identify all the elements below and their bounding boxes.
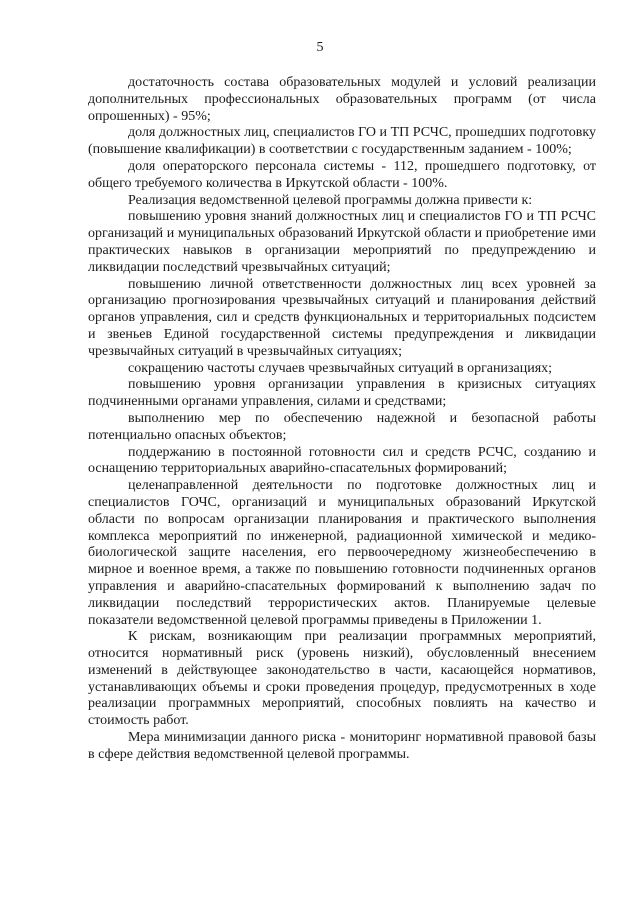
paragraph-personal-responsibility: повышению личной ответственности должностных лиц всех уровней за организацию прогнозирования чрезвычайных ситуаций и планирования действий органов управления, сил и средств функциональных и территориальных подсистем и звеньев Единой государственной системы предупреждения и ликвидации чрезвычайных ситуаций в чрезвычайных ситуациях; [88,276,596,359]
paragraph-modules-sufficiency: достаточность состава образовательных модулей и условий реализации дополнительных профессиональных образовательных программ (от числа опрошенных) - 95%; [88,75,596,124]
paragraph-risks: К рискам, возникающим при реализации программных мероприятий, относится нормативный риск (уровень низкий), обусловленный внесением изменений в действующее законодательство в части, касающейся нормативов, устанавливающих объемы и сроки проведения процедур, предусмотренных в ходе реализации программных мероприятий, способных повлиять на качество и стоимость работ. [88,629,596,729]
paragraph-hazardous-objects: выполнению мер по обеспечению надежной и безопасной работы потенциально опасных объектов; [88,410,596,443]
paragraph-emergency-frequency: сокращению частоты случаев чрезвычайных ситуаций в организациях; [128,360,553,376]
paragraph-readiness: поддержанию в постоянной готовности сил и средств РСЧС, созданию и оснащению территориальных аварийно-спасательных формирований; [88,444,596,477]
paragraph-operator-staff-share: доля операторского персонала системы - 112, прошедшего подготовку, от общего требуемого количества в Иркутской области - 100%. [88,158,596,191]
paragraph-officials-training-share: доля должностных лиц, специалистов ГО и ТП РСЧС, прошедших подготовку (повышение квалификации) в соответствии с государственным заданием - 100%; [88,125,596,158]
document-body [88,75,596,764]
paragraph-knowledge-level: повышению уровня знаний должностных лиц и специалистов ГО и ТП РСЧС организаций и муниципальных образований Иркутской области и приобретение ими практических навыков в организации мероприятий по предупреждению и ликвидации последствий чрезвычайных ситуаций; [88,209,596,275]
page-number: 5 [316,40,324,55]
paragraph-crisis-management: повышению уровня организации управления в кризисных ситуациях подчиненными органами управления, силами и средствами; [88,377,596,410]
paragraph-targeted-training: целенаправленной деятельности по подготовке должностных лиц и специалистов ГОЧС, организаций и муниципальных образований Иркутской области по вопросам организации планирования и практического выполнения комплекса мероприятий по инженерной, радиационной химической и медико-биологической защите населения, его первоочередному жизнеобеспечению в мирное и военное время, а также по повышению готовности подчиненных органов управления и аварийно-спасательных формирований к выполнению задач по ликвидации последствий террористических актов. Планируемые целевые показатели ведомственной целевой программы приведены в Приложении 1. [88,478,596,628]
paragraph-program-results-intro: Реализация ведомственной целевой программы должна привести к: [128,192,533,208]
paragraph-risk-mitigation: Мера минимизации данного риска - мониторинг нормативной правовой базы в сфере действия ведомственной целевой программы. [88,730,596,762]
